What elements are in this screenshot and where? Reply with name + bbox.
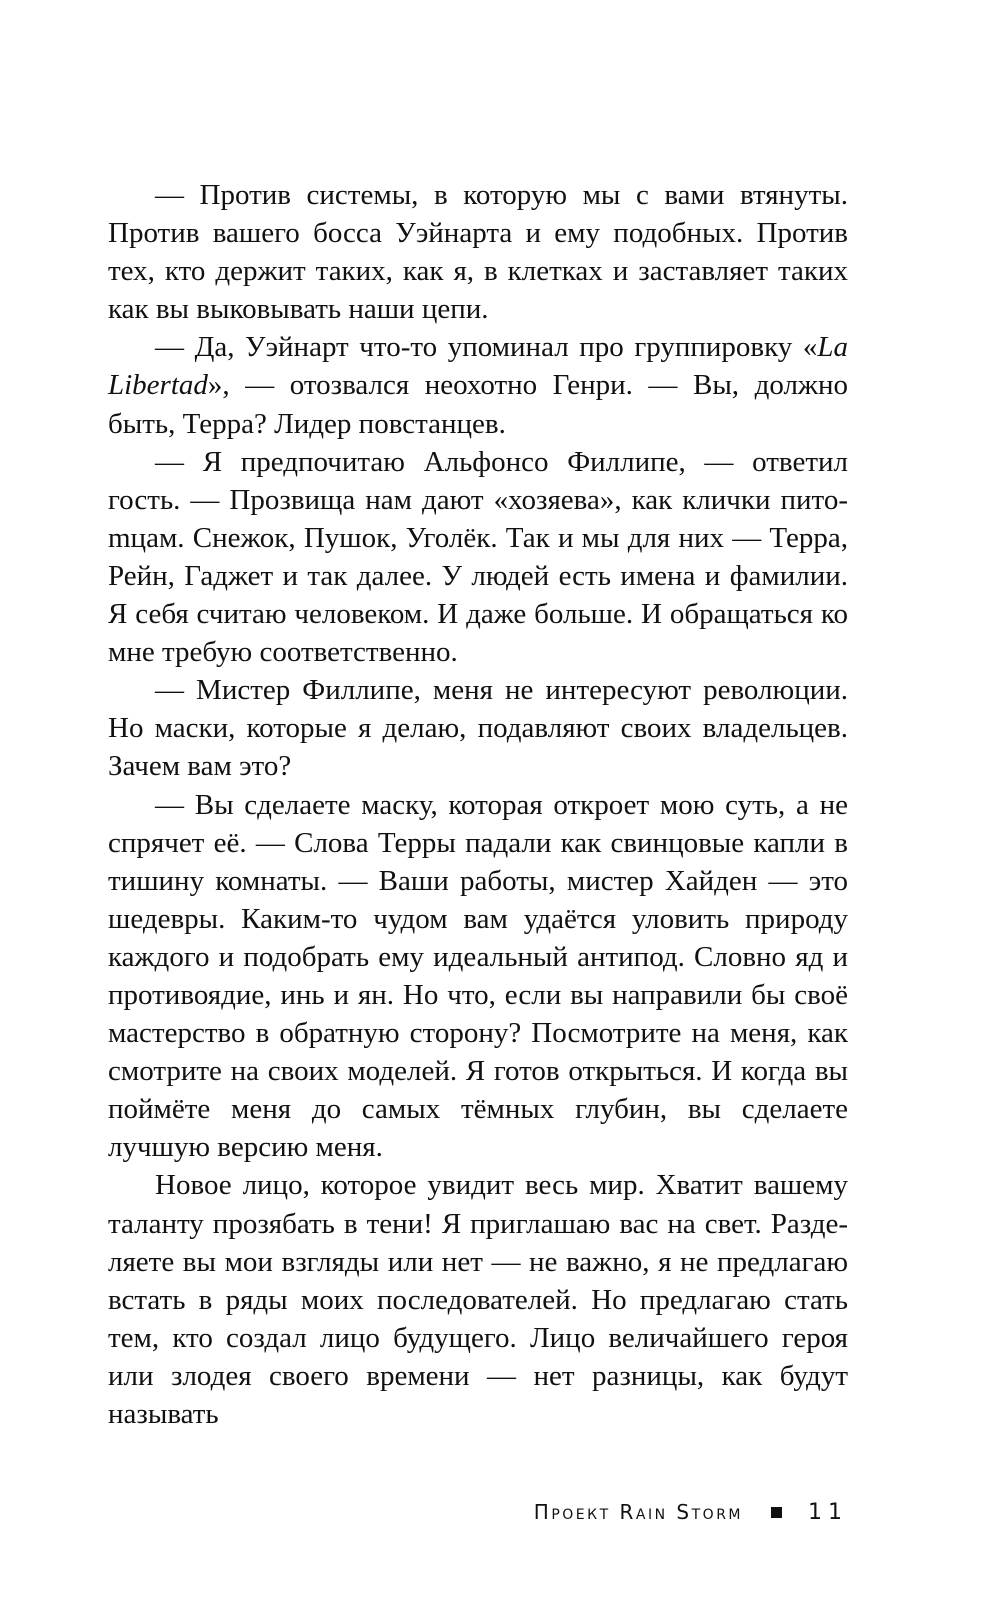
page-footer [108, 1496, 848, 1528]
paragraph-5: — Вы сделаете маску, которая откроет мою суть, а не спрячет её. — Слова Терры падали как свинцовые капли в тишину комнаты. — Ваши работы, мистер Хайден — это шедевры. Каким-то чудом вам удаётся уловить природу каждого и подобрать ему идеальный антипод. Словно яд и противоядие, инь и ян. Но что, если вы направили бы своё мастерство в обратную сторону? Посмотрите на меня, как смотрите на своих моделей. Я готов открыться. И когда вы поймёте меня до самых тёмных глубин, вы сделаете лучшую версию меня. [108, 788, 848, 1164]
paragraph-3: — Я предпочитаю Альфонсо Филлипе, — ответил гость. — Прозвища нам дают «хозяева», как клички питоmцам. Снежок, Пушок, Уголёк. Так и мы для них — Терра, Рейн, Гаджет и так далее. У людей есть имена и фамилии. Я себя считаю человеком. И даже больше. И обращаться ко мне требую соответственно. [108, 445, 848, 669]
paragraph-2-rest: », — отозвался неохотно Генри. — Вы, должно быть, Терра? Лидер повстанцев. [108, 369, 848, 440]
paragraph-6: Новое лицо, которое увидит весь мир. Хватит вашему таланту прозябать в тени! Я приглашаю вас на свет. Разделяете вы мои взгляды или нет — не важно, я не предлагаю встать в ряды моих последователей. Но предлагаю стать тем, кто создал лицо будущего. Лицо величайшего героя или злодея своего времени — нет разницы, как будут называть [108, 1169, 848, 1430]
paragraph-2-lead: — Да, Уэйнарт что-то упоминал про группировку [155, 331, 803, 364]
paragraph-1: — Против системы, в которую мы с вами втянуты. Против вашего босса Уэйнарта и ему подобных. Против тех, кто держит таких, как я, в клетках и заставляет таких как вы выковывать наши цепи. [108, 179, 848, 326]
running-title: Проект Rain Storm [533, 1500, 743, 1524]
paragraph-2 [108, 328, 848, 442]
square-separator-icon [771, 1507, 782, 1518]
page-number: 11 [808, 1499, 848, 1525]
book-page-text [108, 176, 848, 1433]
group-name: La Libertad [108, 331, 848, 402]
paragraph-4: — Мистер Филлипе, меня не интересуют революции. Но маски, которые я делаю, подавляют своих владельцев. Зачем вам это? [108, 674, 848, 783]
paragraph-2-open-quote: « [802, 331, 818, 364]
